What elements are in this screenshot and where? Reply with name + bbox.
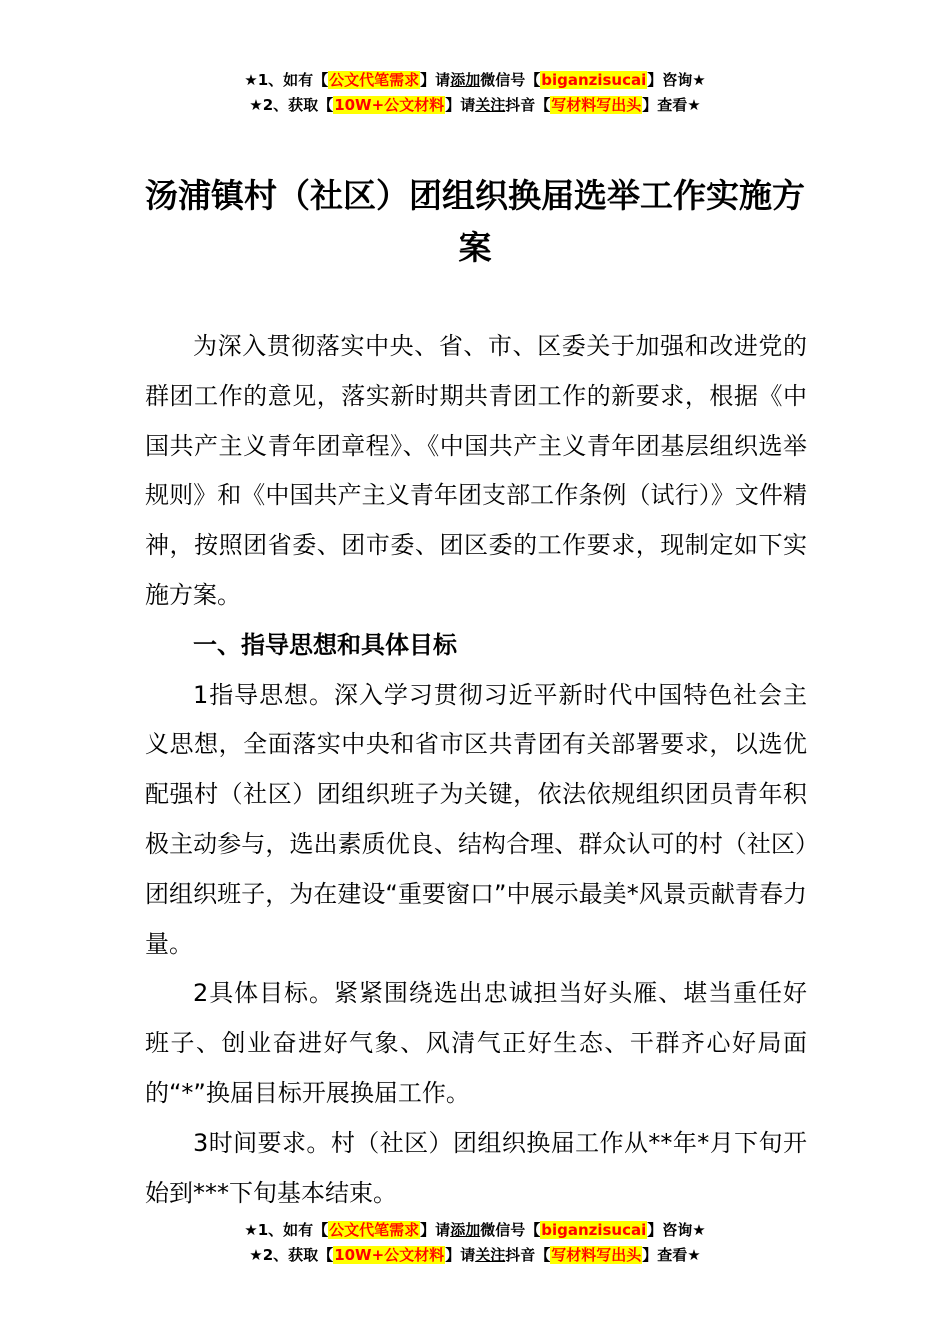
promo-line-1: ★1、如有【公文代笔需求】请添加微信号【biganzisucai】咨询★ bbox=[244, 1221, 706, 1239]
paragraph-guiding-thought: 1指导思想。深入学习贯彻习近平新时代中国特色社会主义思想，全面落实中央和省市区共青团有关部署要求，以选优配强村（社区）团组织班子为关键，依法依规组织团员青年积极主动参与，选出素质优良、结构合理、群众认可的村（社区）团组织班子，为在建设“重要窗口”中展示最美*风景贡献青春力量。 bbox=[145, 680, 807, 958]
promo-highlight: 写材料写出头 bbox=[551, 1246, 642, 1264]
promo-highlight: 公文代笔需求 bbox=[329, 71, 420, 89]
promo-line-2: ★2、获取【10W+公文材料】请关注抖音【写材料写出头】查看★ bbox=[249, 1246, 701, 1264]
promo-highlight: 10W+公文材料 bbox=[334, 1246, 445, 1264]
promo-banner-top bbox=[0, 68, 950, 118]
section-heading-1: 一、指导思想和具体目标 bbox=[193, 630, 457, 659]
promo-highlight: biganzisucai bbox=[541, 1221, 647, 1239]
paragraph-time-requirements: 3时间要求。村（社区）团组织换届工作从**年*月下旬开始到***下旬基本结束。 bbox=[145, 1128, 807, 1207]
promo-line-1: ★1、如有【公文代笔需求】请添加微信号【biganzisucai】咨询★ bbox=[244, 71, 706, 89]
paragraph-specific-goals: 2具体目标。紧紧围绕选出忠诚担当好头雁、堪当重任好班子、创业奋进好气象、风清气正好生态、干群齐心好局面的“*”换届目标开展换届工作。 bbox=[145, 979, 807, 1107]
promo-highlight: 写材料写出头 bbox=[551, 96, 642, 114]
document-title: 汤浦镇村（社区）团组织换届选举工作实施方案 bbox=[145, 176, 805, 267]
promo-highlight: 10W+公文材料 bbox=[334, 96, 445, 114]
promo-highlight: 公文代笔需求 bbox=[329, 1221, 420, 1239]
document-body bbox=[145, 322, 807, 1218]
promo-highlight: biganzisucai bbox=[541, 71, 647, 89]
paragraph-intro: 为深入贯彻落实中央、省、市、区委关于加强和改进党的群团工作的意见，落实新时期共青团工作的新要求，根据《中国共产主义青年团章程》、《中国共产主义青年团基层组织选举规则》和《中国共产主义青年团支部工作条例（试行）》文件精神，按照团省委、团市委、团区委的工作要求，现制定如下实施方案。 bbox=[145, 332, 807, 609]
promo-line-2: ★2、获取【10W+公文材料】请关注抖音【写材料写出头】查看★ bbox=[249, 96, 701, 114]
promo-banner-bottom bbox=[0, 1218, 950, 1268]
